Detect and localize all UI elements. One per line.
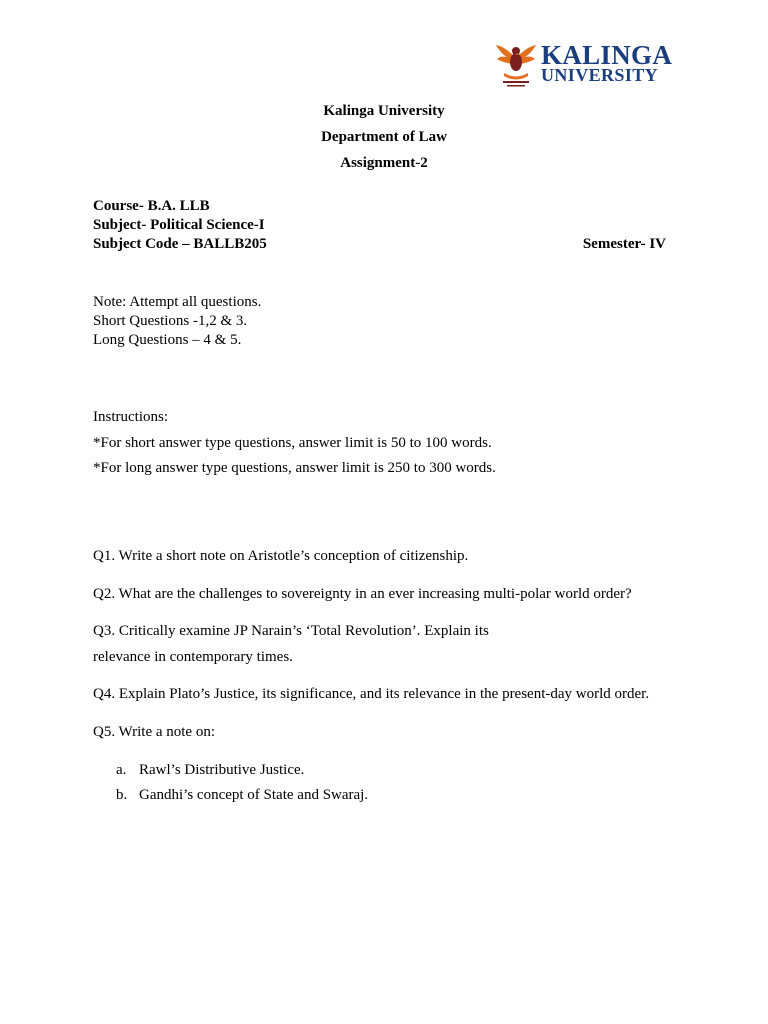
note-line-3: Long Questions – 4 & 5. (93, 332, 242, 348)
garuda-emblem-icon (494, 40, 538, 90)
logo-kalinga-text: KALINGA (541, 40, 673, 70)
question-2: Q2. What are the challenges to sovereignty in an ever increasing multi-polar world order? (93, 586, 632, 602)
question-1: Q1. Write a short note on Aristotle’s conception of citizenship. (93, 548, 469, 564)
instructions-heading: Instructions: (93, 409, 168, 425)
instruction-item: *For long answer type questions, answer limit is 250 to 300 words. (93, 460, 496, 476)
header-university: Kalinga University (323, 103, 445, 119)
question-5: Q5. Write a note on: (93, 724, 216, 740)
header-assignment: Assignment-2 (340, 155, 428, 171)
list-marker-a: a. (116, 762, 127, 778)
question-3-line-1: Q3. Critically examine JP Narain’s ‘Total Revolution’. Explain its (93, 623, 489, 639)
course-line: Course- B.A. LLB (93, 198, 210, 214)
semester-line: Semester- IV (582, 236, 666, 252)
subject-line: Subject- Political Science-I (93, 217, 265, 233)
note-line-1: Note: Attempt all questions. (93, 294, 262, 310)
logo-university-text: UNIVERSITY (541, 65, 659, 85)
header-department: Department of Law (321, 129, 447, 145)
question-3-line-2: relevance in contemporary times. (93, 649, 293, 665)
question-4: Q4. Explain Plato’s Justice, its significance, and its relevance in the present-day world order. (93, 686, 650, 702)
note-line-2: Short Questions -1,2 & 3. (93, 313, 248, 329)
instruction-item: *For short answer type questions, answer limit is 50 to 100 words. (93, 435, 492, 451)
subject-code-line: Subject Code – BALLB205 (93, 236, 267, 252)
list-item: Gandhi’s concept of State and Swaraj. (139, 787, 369, 803)
list-item: Rawl’s Distributive Justice. (139, 762, 305, 778)
list-marker-b: b. (116, 787, 128, 803)
university-logo (494, 40, 684, 90)
